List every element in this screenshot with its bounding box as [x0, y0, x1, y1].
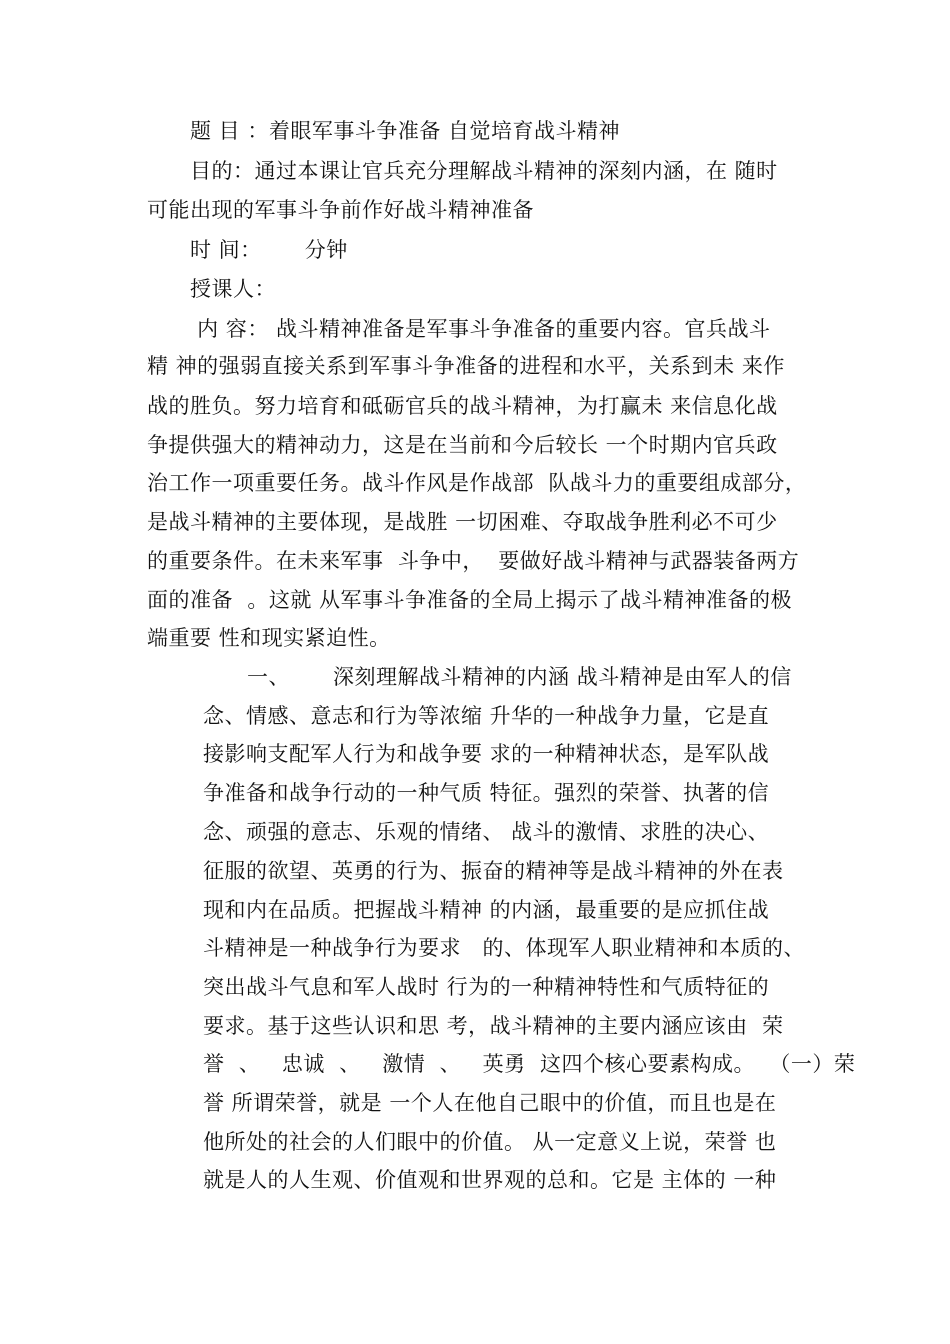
content-line: 端重要 性和现实紧迫性。 — [147, 626, 391, 650]
content-line: 是战斗精神的主要体现，是战胜 一切困难、夺取战争胜利必不可少 — [147, 510, 778, 534]
section-line: 念、顽强的意志、乐观的情绪、 战斗的激情、求胜的决心、 — [203, 820, 770, 844]
section-heading: 一、 深刻理解战斗精神的内涵 战斗精神是由军人的信 — [247, 665, 792, 689]
section-line: 就是人的人生观、价值观和世界观的总和。它是 主体的 一种 — [203, 1168, 777, 1192]
content-line: 争提供强大的精神动力，这是在当前和今后较长 一个时期内官兵政 — [147, 433, 778, 457]
lesson-purpose-continued: 可能出现的军事斗争前作好战斗精神准备 — [147, 198, 534, 222]
section-line: 争准备和战争行动的一种气质 特征。强烈的荣誉、执著的信 — [203, 781, 770, 805]
lesson-instructor: 授课人： — [190, 277, 276, 301]
content-line: 治工作一项重要任务。战斗作风是作战部 队战斗力的重要组成部分， — [147, 471, 807, 495]
content-line: 内 容： 战斗精神准备是军事斗争准备的重要内容。官兵战斗 — [190, 317, 771, 341]
section-line: 誉 、 忠诚 、 激情 、 英勇 这四个核心要素构成。 （一）荣 — [203, 1052, 856, 1076]
content-line: 战的胜负。努力培育和砥砺官兵的战斗精神，为打赢未 来信息化战 — [147, 394, 778, 418]
lesson-time: 时 间： 分钟 — [190, 238, 348, 262]
section-line: 要求。基于这些认识和思 考，战斗精神的主要内涵应该由 荣 — [203, 1014, 784, 1038]
section-line: 现和内在品质。把握战斗精神 的内涵，最重要的是应抓住战 — [203, 898, 770, 922]
lesson-title: 题 目 ：着眼军事斗争准备 自觉培育战斗精神 — [190, 119, 621, 143]
content-line: 的重要条件。在未来军事 斗争中， 要做好战斗精神与武器装备两方 — [147, 549, 800, 573]
content-line: 精 神的强弱直接关系到军事斗争准备的进程和水平，关系到未 来作 — [147, 354, 785, 378]
section-line: 接影响支配军人行为和战争要 求的一种精神状态，是军队战 — [203, 742, 770, 766]
section-line: 斗精神是一种战争行为要求 的、体现军人职业精神和本质的、 — [203, 936, 806, 960]
content-line: 面的准备 。这就 从军事斗争准备的全局上揭示了战斗精神准备的极 — [147, 588, 793, 612]
section-line: 他所处的社会的人们眼中的价值。 从一定意义上说，荣誉 也 — [203, 1130, 777, 1154]
section-line: 誉 所谓荣誉，就是 一个人在他自己眼中的价值，而且也是在 — [203, 1091, 777, 1115]
section-line: 征服的欲望、英勇的行为、振奋的精神等是战斗精神的外在表 — [203, 859, 784, 883]
section-line: 突出战斗气息和军人战时 行为的一种精神特性和气质特征的 — [203, 975, 770, 999]
lesson-purpose: 目的：通过本课让官兵充分理解战斗精神的深刻内涵，在 随时 — [190, 159, 778, 183]
section-line: 念、情感、意志和行为等浓缩 升华的一种战争力量，它是直 — [203, 704, 770, 728]
